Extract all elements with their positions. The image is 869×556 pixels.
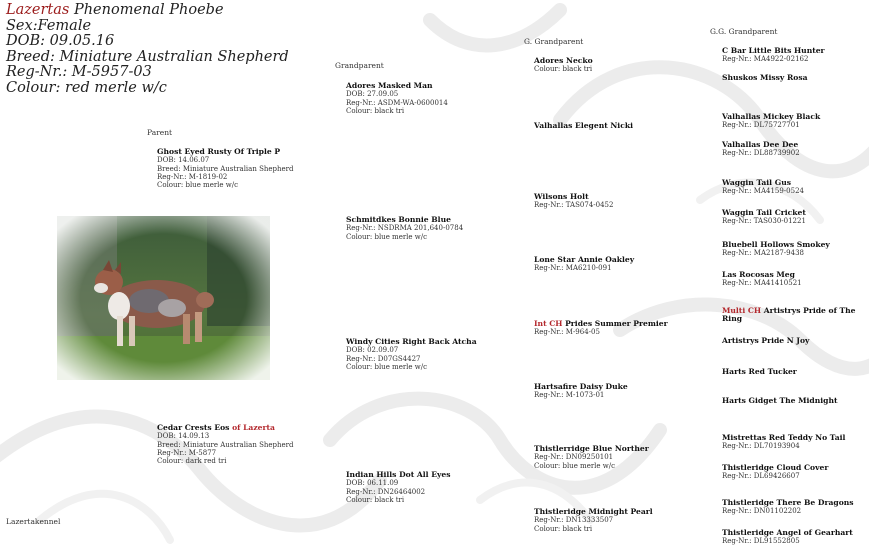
- dog-entry-name: Valhallas Elegent Nicki: [534, 121, 633, 130]
- dog-entry-reg: Reg-Nr.: TAS074-0452: [534, 201, 614, 210]
- dog-entry-reg: Reg-Nr.: DN13333507: [534, 516, 614, 525]
- grandparent-entry: [346, 338, 477, 371]
- dog-entry-name: Valhallas Mickey Black: [722, 112, 821, 121]
- dog-entry-reg: Reg-Nr.: DL70193904: [722, 442, 800, 451]
- dog-title: [6, 3, 289, 19]
- dog-entry-title: Int CH: [534, 319, 563, 328]
- dog-entry-reg: Reg-Nr.: DN09250101: [534, 453, 614, 462]
- g-grandparent-entry: [534, 445, 649, 470]
- dog-sex: Sex:Female: [6, 17, 92, 34]
- dog-entry-name: Hartsafire Daisy Duke: [534, 382, 628, 391]
- column-title-parent: Parent: [147, 128, 173, 137]
- gg-grandparent-entry: [722, 529, 853, 546]
- dog-entry-colour: Colour: blue merle w/c: [346, 232, 428, 241]
- kennel-footer: Lazertakennel: [6, 517, 61, 526]
- dog-entry-name: Harts Red Tucker: [722, 367, 797, 376]
- dog-entry-reg: Reg-Nr.: NSDRMA 201,640-0784: [346, 224, 464, 233]
- g-grandparent-entry: [534, 122, 633, 130]
- dog-colour: Colour: red merle w/c: [6, 79, 167, 96]
- dog-entry-name: Thistleridge Angel of Gearhart: [722, 528, 853, 537]
- dog-entry-dob: DOB: 27.09.05: [346, 90, 399, 99]
- dog-entry-breed: Breed: Miniature Australian Shepherd: [157, 440, 294, 449]
- dog-reg: Reg-Nr.: M-5957-03: [6, 64, 152, 80]
- column-title-gg-grandparent: G.G. Grandparent: [710, 27, 778, 36]
- gg-grandparent-entry: [722, 74, 808, 82]
- dog-entry-reg: Reg-Nr.: DN01102202: [722, 507, 802, 516]
- dog-entry-name: Adores Masked Man: [346, 81, 433, 90]
- dog-header: [6, 3, 289, 96]
- dog-breed: Breed: Miniature Australian Shepherd: [6, 48, 289, 65]
- dog-entry-name: Ghost Eyed Rusty Of Triple P: [157, 147, 281, 156]
- dog-entry-reg: Reg-Nr.: MA4159-0524: [722, 187, 804, 196]
- dog-entry-name: Wilsons Holt: [534, 192, 589, 201]
- dog-dob: DOB: 09.05.16: [6, 33, 115, 49]
- parent-sire: [157, 148, 293, 189]
- dog-entry-name: [534, 320, 668, 328]
- dog-entry-name: Harts Gidget The Midnight: [722, 396, 838, 405]
- column-title-g-grandparent: G. Grandparent: [524, 37, 584, 46]
- dog-name: Phenomenal Phoebe: [69, 2, 224, 18]
- dog-entry-name: Shuskos Missy Rosa: [722, 73, 808, 82]
- g-grandparent-entry: [534, 193, 613, 210]
- dog-entry-colour: Colour: black tri: [346, 106, 405, 115]
- dog-entry-colour: Colour: black tri: [346, 495, 405, 504]
- dog-entry-name: Mistrettas Red Teddy No Tail: [722, 433, 846, 442]
- dog-entry-reg: Reg-Nr.: MA6210-091: [534, 264, 612, 273]
- dog-entry-reg: Reg-Nr.: M-964-05: [534, 328, 600, 337]
- dog-entry-name: Schmitdkes Bonnie Blue: [346, 215, 451, 224]
- grandparent-entry: [346, 82, 448, 115]
- dog-entry-colour: Colour: dark red tri: [157, 457, 227, 466]
- dog-entry-reg: Reg-Nr.: DL91552805: [722, 537, 800, 546]
- dog-entry-dob: DOB: 14.09.13: [157, 432, 210, 441]
- dog-entry-colour: Colour: blue merle w/c: [157, 181, 239, 190]
- dog-entry-colour: Colour: black tri: [534, 524, 593, 533]
- gg-grandparent-entry: [722, 271, 802, 288]
- gg-grandparent-entry: [722, 113, 820, 130]
- dog-entry-colour: Colour: blue merle w/c: [346, 362, 428, 371]
- gg-grandparent-entry: [722, 307, 869, 324]
- gg-grandparent-entry: [722, 47, 825, 64]
- dog-entry-reg: Reg-Nr.: DL88739902: [722, 149, 800, 158]
- gg-grandparent-entry: [722, 434, 845, 451]
- dog-entry-name: Valhallas Dee Dee: [722, 140, 799, 149]
- dog-entry-name: Las Rocosas Meg: [722, 270, 795, 279]
- kennel-prefix: Lazertas: [6, 2, 70, 18]
- gg-grandparent-entry: [722, 397, 838, 405]
- dog-entry-reg: Reg-Nr.: ASDM-WA-0600014: [346, 98, 448, 107]
- gg-grandparent-entry: [722, 499, 854, 516]
- dog-entry-reg: Reg-Nr.: M-5877: [157, 448, 217, 457]
- dog-entry-name: Thistleridge There Be Dragons: [722, 498, 854, 507]
- dog-entry-reg: Reg-Nr.: MA2187-9438: [722, 249, 804, 258]
- gg-grandparent-entry: [722, 179, 804, 196]
- dog-entry-reg: Reg-Nr.: M-1819-02: [157, 172, 228, 181]
- parent-dam: [157, 424, 293, 465]
- g-grandparent-entry: [534, 57, 593, 74]
- dog-entry-name: [722, 307, 869, 324]
- dog-entry-name: Lone Star Annie Oakley: [534, 255, 635, 264]
- dog-entry-title: Multi CH: [722, 306, 762, 315]
- dog-entry-name: Indian Hills Dot All Eyes: [346, 470, 451, 479]
- dog-entry-reg: Reg-Nr.: MA4922-02162: [722, 55, 809, 64]
- dog-entry-breed: Breed: Miniature Australian Shepherd: [157, 164, 294, 173]
- dog-entry-name-text: Artistrys Pride of The Ring: [722, 306, 856, 324]
- gg-grandparent-entry: [722, 241, 830, 258]
- dog-entry-reg: Reg-Nr.: DL75727701: [722, 121, 800, 130]
- dog-entry-reg: Reg-Nr.: DL69426607: [722, 472, 800, 481]
- g-grandparent-entry: [534, 320, 668, 337]
- dog-entry-name: Thistleridge Midnight Pearl: [534, 507, 653, 516]
- dog-entry-name: Waggin Tail Gus: [722, 178, 791, 187]
- dog-entry-name: Bluebell Hollows Smokey: [722, 240, 830, 249]
- dog-entry-reg: Reg-Nr.: D07GS4427: [346, 354, 421, 363]
- dog-entry-name-text: Prides Summer Premier: [562, 319, 668, 328]
- dog-entry-reg: Reg-Nr.: TAS030-01221: [722, 217, 806, 226]
- dog-entry-name: Artistrys Pride N Joy: [722, 336, 810, 345]
- g-grandparent-entry: [534, 508, 653, 533]
- dog-entry-reg: Reg-Nr.: DN26464002: [346, 487, 426, 496]
- dog-entry-colour: Colour: black tri: [534, 65, 593, 74]
- grandparent-entry: [346, 471, 451, 504]
- gg-grandparent-entry: [722, 141, 800, 158]
- grandparent-entry: [346, 216, 463, 241]
- dog-entry-name: Thistlerridge Blue Norther: [534, 444, 649, 453]
- gg-grandparent-entry: [722, 464, 828, 481]
- dog-entry-dob: DOB: 02.09.07: [346, 346, 399, 355]
- dog-entry-name-suffix: of Lazerta: [229, 423, 275, 432]
- dog-entry-dob: DOB: 06.11.09: [346, 479, 399, 488]
- gg-grandparent-entry: [722, 337, 809, 345]
- dog-entry-reg: Reg-Nr.: M-1073-01: [534, 391, 605, 400]
- dog-entry-name: Windy Cities Right Back Atcha: [346, 337, 477, 346]
- dog-photo: [57, 216, 270, 380]
- dog-entry-colour: Colour: blue merle w/c: [534, 461, 616, 470]
- gg-grandparent-entry: [722, 368, 797, 376]
- g-grandparent-entry: [534, 383, 628, 400]
- dog-entry-name: C Bar Little Bits Hunter: [722, 46, 825, 55]
- gg-grandparent-entry: [722, 209, 806, 226]
- dog-entry-name: [157, 424, 293, 432]
- dog-entry-name: Adores Necko: [534, 56, 593, 65]
- dog-entry-name: Waggin Tail Cricket: [722, 208, 806, 217]
- column-title-grandparent: Grandparent: [335, 61, 384, 70]
- g-grandparent-entry: [534, 256, 634, 273]
- dog-entry-reg: Reg-Nr.: MA41410521: [722, 279, 802, 288]
- dog-entry-dob: DOB: 14.06.07: [157, 156, 210, 165]
- dog-entry-name: Thistleridge Cloud Cover: [722, 463, 829, 472]
- dog-entry-name-text: Cedar Crests Eos: [157, 423, 230, 432]
